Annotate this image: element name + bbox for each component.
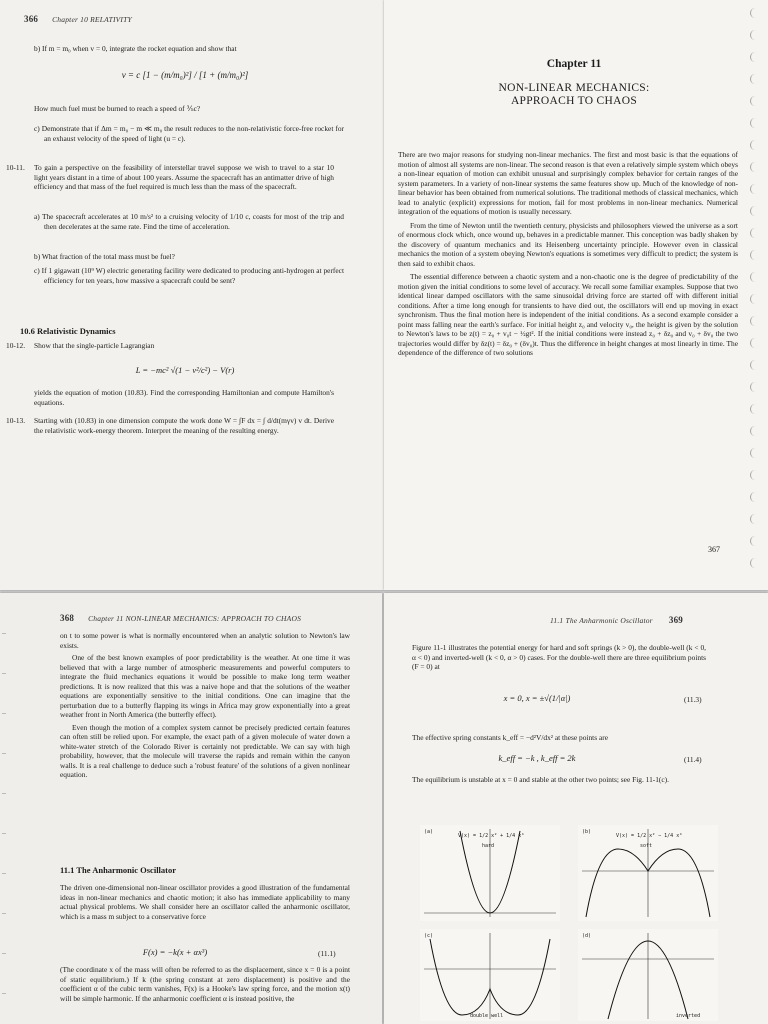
panel-caption: hard [482,843,495,849]
section-heading: 10.6 Relativistic Dynamics [20,326,116,336]
body-text [60,631,350,780]
paragraph: The driven one-dimensional non-linear oscillator provides a good illustration of the fundamental ideas in non-linear mechanics and chaotic motion; it also has immediate applicability to many actual physical problems. We shall consider here an oscillator called the anharmonic oscillator, which is a mass m subject to a conservative force [60,883,350,921]
problem-c: c) Demonstrate that if Δm = m₀ − m ≪ m₀ the result reduces to the non-relativistic force-free rocket for an exhaust velocity of the speed of light (u = c). [34,124,344,143]
figure-panel-d [578,929,718,1021]
page-number: 369 [668,615,683,625]
page-number: 366 [24,14,39,24]
problem-number: 10-11. [6,163,25,172]
page-366 [0,0,384,590]
page-edge-ticks [2,593,10,1024]
problem-text: Starting with (10.83) in one dimension compute the work done W = ∫F dx = ∫ d/dt(mγv) v dt. Derive the relativistic work-energy theorem. Interpret the meaning of the resulting energy. [34,416,334,435]
body-text [412,733,706,743]
paragraph: The essential difference between a chaotic system and a non-chaotic one is the degree of predictability of the motion given the initial conditions to some level of accuracy. We recall some familiar examples. Suppose that two identical linear damped oscillators with the same sinusoidal driving force are started off with different initial conditions. After a time long enough for transients to have died out, the oscillators will end up moving in exact synchronism. Thus the final motion here is independent of the initial conditions. As a second example consider a point mass falling near the earth's surface. For initial height z₀ and velocity v₀, the height is given by the solution to Newton's laws to be z(t) = z₀ + v₀t − ½gt². If the initial conditions were instead z₀ + δz₀ and v₀ + δv₀ the two trajectories would differ by δz(t) = δz₀ + (δv₀)t. Thus the difference in height changes at most linearly in time. The dependence of the difference of two solutions [398,272,738,357]
panel-formula: V(x) = 1/2 x² + 1/4 x⁴ [458,833,525,839]
running-head: 368 Chapter 11 NON-LINEAR MECHANICS: APPROACH TO CHAOS [60,613,302,623]
paragraph: (The coordinate x of the mass will often be referred to as the displacement, since x = 0 is a point of static equilibrium.) If k (the spring constant at zero displacement) is positive and the coefficient α of the cubic term vanishes, F(x) is a Hooke's law spring force, and the motion x(t) will be simple harmonic. If the anharmonic coefficient α is instead positive, the [60,965,350,1003]
double-well-plot [420,929,560,1021]
panel-label: (c) [424,933,434,939]
problem-number: 10-13. [6,416,26,425]
figure-panel-b [578,825,718,921]
panel-label: (b) [582,829,592,835]
page-367 [384,0,768,590]
equation-number: (11.3) [684,695,702,704]
paragraph: The effective spring constants k_eff = −d²V/dx² at these points are [412,733,608,742]
equation: F(x) = −k(x + αx³) [142,947,208,957]
page-number: 367 [708,545,720,554]
panel-formula: V(x) = 1/2 x² − 1/4 x⁴ [616,833,683,839]
equation: x = 0, x = ±√(1/|α|) [503,693,571,703]
panel-caption: soft [640,843,653,849]
panel-label: (a) [424,829,434,835]
equation-number: (11.4) [684,755,702,764]
paragraph: There are two major reasons for studying non-linear mechanics. The first and most basic is that the equations of motion of almost all systems are non-linear. The second reason is that even a relatively simple system which obeys a non-linear equation of motion can exhibit unusual and surprisingly complex behavior for certain ranges of the system parameters. In a variety of non-linear systems the same features show up. Much of the knowledge of non-linear behavior has been obtained from numerical solutions. The traditional methods of classical mechanics, which lead to analytic (explicit) expressions for motion, fail for most problems in non-linear mechanics. Numerical integration of the equations of motion is usually necessary. [398,150,738,216]
problem-part: b) What fraction of the total mass must be fuel? [34,252,175,261]
problem-part: c) If 1 gigawatt (10⁹ W) electric generating facility were dedicated to producing anti-hydrogen at perfect efficiency for ten years, how massive a spacecraft could be sent? [34,266,344,285]
paragraph: One of the best known examples of poor predictability is the weather. At one time it was believed that with a large number of atmospheric measurements and powerful computers to integrate the fluid mechanics equations it would be possible to make long term weather predictions. It is now realized that this was a naive hope and that the solutions of the weather equations are exponentially sensitive to the initial conditions. One can imagine that the perturbation due to a butterfly flapping its wings in Africa may grow exponentially into a great weather front in North America (the butterfly effect). [60,653,350,719]
running-head: 11.1 The Anharmonic Oscillator 369 [550,615,683,625]
body-text [60,965,350,1003]
equation: k_eff = −k , k_eff = 2k [498,753,576,763]
panel-caption: double well [470,1013,504,1019]
page-369 [384,593,768,1024]
page-368 [0,593,382,1024]
problem-text: yields the equation of motion (10.83). Find the corresponding Hamiltonian and compute Hamilton's equations. [34,388,334,407]
hard-spring-plot [420,825,560,921]
page-edge-marks [750,0,764,590]
paragraph: The equilibrium is unstable at x = 0 and stable at the other two points; see Fig. 11-1(c). [412,775,669,784]
problem-number: 10-12. [6,341,26,350]
paragraph: on t to some power is what is normally encountered when an analytic solution to Newton's law exists. [60,631,350,650]
paragraph: From the time of Newton until the twentieth century, physicists and philosophers viewed the universe as a sort of enormous clock which, once wound up, behaves in a predictable manner. This conception was badly shaken by the discovery of quantum mechanics and its Heisenberg uncertainty principle. However even in classical mechanics the motion of a system obeying Newton's equations is sometimes very difficult to predict; the system is then said to exhibit chaos. [398,220,738,268]
equation-number: (11.1) [318,949,336,958]
chapter-label: Chapter 11 [546,58,602,70]
body-text [60,883,350,921]
soft-spring-plot [578,825,718,921]
paragraph: Figure 11-1 illustrates the potential energy for hard and soft springs (k > 0), the double-well (k < 0, α < 0) and inverted-well (k < 0, α > 0) cases. For the double-well there are three equilibrium points (F = 0) at [412,643,706,671]
chapter-title-line-2: APPROACH TO CHAOS [510,95,638,107]
page-number: 368 [60,613,75,623]
inverted-well-plot [578,929,718,1021]
problem-text: To gain a perspective on the feasibility of interstellar travel suppose we wish to travel to a star 10 light years distant in a time of about 100 years. Assume the spacecraft has an antimatter drive of high efficiency and that mass of the fuel required is much less than the mass of the spacecraft. [34,163,334,191]
problem-text: Show that the single-particle Lagrangian [34,341,155,350]
problem-b-question: How much fuel must be burned to reach a speed of ⅗c? [34,104,201,113]
body-text [412,643,706,672]
body-text [398,150,738,358]
body-text [412,775,706,785]
chapter-title-line-1: NON-LINEAR MECHANICS: [498,82,650,94]
panel-caption: inverted [676,1013,701,1019]
figure-panel-a [420,825,560,921]
rocket-equation: v = c [1 − (m/m₀)²] / [1 + (m/m₀)²] [121,70,249,80]
panel-label: (d) [582,933,592,939]
lagrangian-equation: L = −mc² √(1 − v²/c²) − V(r) [135,365,235,375]
section-heading: 11.1 The Anharmonic Oscillator [60,865,177,875]
figure-panel-c [420,929,560,1021]
running-head: 366 Chapter 10 RELATIVITY [24,14,132,24]
paragraph: Even though the motion of a complex system cannot be precisely predicted certain features can often still be relied upon. For example, the exact path of a given molecule of water down a white-water stretch of the Colorado River is certainly not predictable. We can say with high probability, however, that the molecule will traverse the rapids and remain within the canyon walls. It is a real challenge to deduce such a 'robust feature' of the solutions of a given nonlinear equation. [60,722,350,779]
problem-b: b) If m = m₀ when v = 0, integrate the rocket equation and show that [34,44,237,53]
problem-part: a) The spacecraft accelerates at 10 m/s² to a cruising velocity of 1/10 c, coasts for most of the trip and then decelerates at the same rate. Find the time of acceleration. [34,212,344,231]
